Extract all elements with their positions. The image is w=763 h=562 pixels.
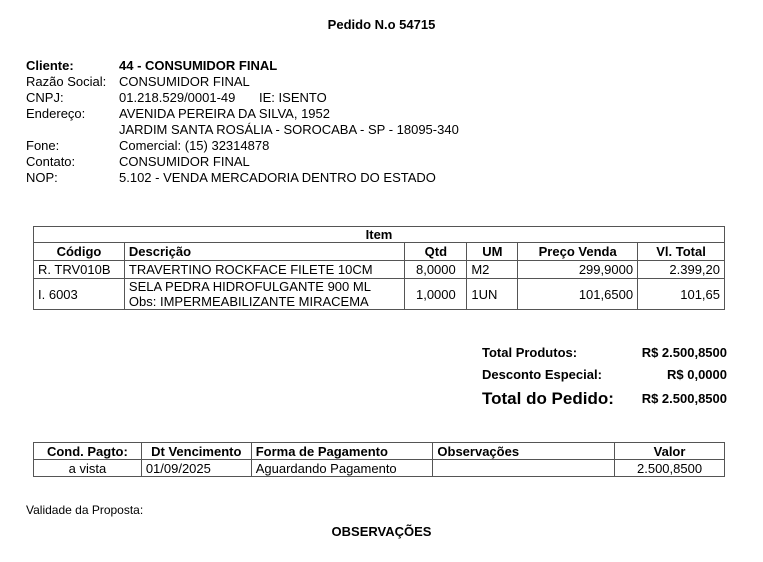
totals-block [482, 344, 727, 410]
item-description: SELA PEDRA HIDROFULGANTE 900 ML [128, 279, 371, 294]
discount-row [482, 366, 727, 388]
contact-value: CONSUMIDOR FINAL [119, 154, 250, 169]
payment-notes [433, 460, 615, 477]
column-header: UM [467, 243, 518, 261]
item-description-cell [124, 279, 405, 310]
customer-value: 44 - CONSUMIDOR FINAL [119, 58, 278, 73]
column-header: Forma de Pagamento [251, 443, 433, 460]
item-obs: Obs: IMPERMEABILIZANTE MIRACEMA [128, 294, 369, 309]
item-code: R. TRV010B [34, 261, 125, 279]
address-row-2 [26, 122, 586, 138]
column-header: Cond. Pagto: [34, 443, 142, 460]
contact-label: Contato: [26, 154, 76, 169]
discount-label: Desconto Especial: [482, 367, 602, 382]
discount-value: R$ 0,0000 [667, 367, 727, 382]
payment-condition: a vista [34, 460, 142, 477]
item-unit: M2 [467, 261, 518, 279]
cnpj-row [26, 90, 586, 106]
ie-label: IE: [259, 90, 275, 105]
observations-heading: OBSERVAÇÕES [331, 524, 432, 539]
column-header: Vl. Total [638, 243, 725, 261]
column-header: Preço Venda [518, 243, 638, 261]
item-total: 101,65 [638, 279, 725, 310]
order-total-value: R$ 2.500,8500 [641, 391, 727, 406]
order-total-row [482, 388, 727, 410]
nop-label: NOP: [26, 170, 58, 185]
total-products-value: R$ 2.500,8500 [641, 345, 727, 360]
payment-table [33, 442, 725, 477]
contact-row [26, 154, 586, 170]
payment-method: Aguardando Pagamento [251, 460, 433, 477]
razao-value: CONSUMIDOR FINAL [119, 74, 250, 89]
phone-value: Comercial: (15) 32314878 [119, 138, 270, 153]
item-total: 2.399,20 [638, 261, 725, 279]
column-header: Qtd [405, 243, 467, 261]
payment-value: 2.500,8500 [615, 460, 725, 477]
table-row [34, 279, 725, 310]
cnpj-value: 01.218.529/0001-49 [119, 90, 236, 105]
nop-value: 5.102 - VENDA MERCADORIA DENTRO DO ESTADO [119, 170, 436, 185]
address-line-1: AVENIDA PEREIRA DA SILVA, 1952 [119, 106, 330, 121]
customer-label: Cliente: [26, 58, 74, 73]
table-row [34, 261, 725, 279]
razao-row [26, 74, 586, 90]
column-header: Dt Vencimento [141, 443, 251, 460]
item-qty: 1,0000 [405, 279, 467, 310]
nop-row [26, 170, 586, 186]
cnpj-label: CNPJ: [26, 90, 64, 105]
item-unit: 1UN [467, 279, 518, 310]
ie-value: ISENTO [278, 90, 327, 105]
razao-label: Razão Social: [26, 74, 107, 89]
items-table [33, 226, 725, 310]
item-price: 101,6500 [518, 279, 638, 310]
item-price: 299,9000 [518, 261, 638, 279]
item-qty: 8,0000 [405, 261, 467, 279]
address-label: Endereço: [26, 106, 86, 121]
column-header: Código [34, 243, 125, 261]
page-title: Pedido N.o 54715 [327, 17, 436, 32]
total-products-label: Total Produtos: [482, 345, 578, 360]
item-description: TRAVERTINO ROCKFACE FILETE 10CM [124, 261, 405, 279]
customer-info [26, 58, 586, 186]
column-header: Valor [615, 443, 725, 460]
item-code: I. 6003 [34, 279, 125, 310]
validity-label: Validade da Proposta: [26, 503, 144, 517]
address-line-2: JARDIM SANTA ROSÁLIA - SOROCABA - SP - 18095-340 [119, 122, 459, 137]
total-products-row [482, 344, 727, 366]
items-group-header: Item [34, 227, 725, 243]
column-header: Descrição [124, 243, 405, 261]
phone-label: Fone: [26, 138, 60, 153]
column-header: Observações [433, 443, 615, 460]
phone-row [26, 138, 586, 154]
cnpj-value-wrap [119, 90, 586, 106]
address-row [26, 106, 586, 122]
customer-row [26, 58, 586, 74]
payment-due-date: 01/09/2025 [141, 460, 251, 477]
table-row [34, 460, 725, 477]
order-total-label: Total do Pedido: [482, 389, 614, 408]
